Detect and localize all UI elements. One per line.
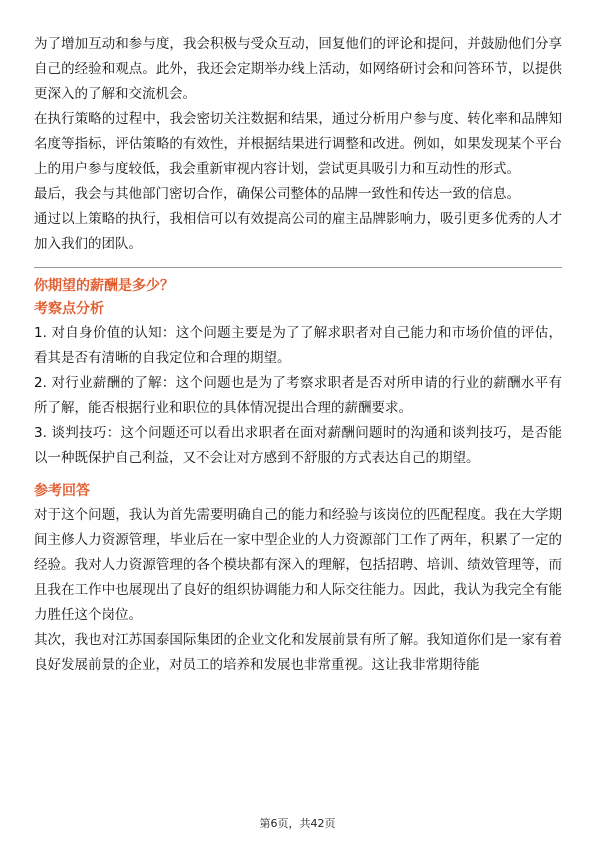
- document-body: [34, 32, 562, 678]
- intro-paragraph: 最后，我会与其他部门密切合作，确保公司整体的品牌一致性和传达一致的信息。: [34, 186, 520, 202]
- intro-paragraph: 在执行策略的过程中，我会密切关注数据和结果，通过分析用户参与度、转化率和品牌知名度等指标，评估策略的有效性，并根据结果进行调整和改进。例如，如果发现某个平台上的用户参与度较低，我会重新审视内容计划，尝试更具吸引力和互动性的形式。: [34, 111, 562, 177]
- answer-paragraph: 对于这个问题，我认为首先需要明确自己的能力和经验与该岗位的匹配程度。我在大学期间主修人力资源管理，毕业后在一家中型企业的人力资源部门工作了两年，积累了一定的经验。我对人力资源管理的各个模块都有深入的理解，包括招聘、培训、绩效管理等，而且我在工作中也展现出了良好的组织协调能力和人际交往能力。因此，我认为我完全有能力胜任这个岗位。: [34, 507, 562, 623]
- analysis-point: 2. 对行业薪酬的了解：这个问题也是为了考察求职者是否对所申请的行业的薪酬水平有所了解，能否根据行业和职位的具体情况提出合理的薪酬要求。: [34, 375, 562, 416]
- page-number: 第6页，共42页: [259, 817, 336, 830]
- question-title: 你期望的薪酬是多少？: [34, 278, 174, 294]
- intro-paragraph: 通过以上策略的执行，我相信可以有效提高公司的雇主品牌影响力，吸引更多优秀的人才加入我们的团队。: [34, 211, 562, 252]
- analysis-heading: 考察点分析: [34, 301, 104, 317]
- analysis-point: 1. 对自身价值的认知：这个问题主要是为了了解求职者对自己能力和市场价值的评估，看其是否有清晰的自我定位和合理的期望。: [34, 325, 562, 366]
- section-divider: [34, 267, 562, 268]
- answer-paragraph: 其次，我也对江苏国泰国际集团的企业文化和发展前景有所了解。我知道你们是一家有着良好发展前景的企业，对员工的培养和发展也非常重视。这让我非常期待能: [34, 632, 562, 673]
- reference-answer-heading: 参考回答: [34, 483, 90, 499]
- analysis-point: 3. 谈判技巧：这个问题还可以看出求职者在面对薪酬问题时的沟通和谈判技巧，是否能以一种既保护自己利益，又不会让对方感到不舒服的方式表达自己的期望。: [34, 425, 562, 466]
- intro-paragraph: 为了增加互动和参与度，我会积极与受众互动，回复他们的评论和提问，并鼓励他们分享自己的经验和观点。此外，我还会定期举办线上活动，如网络研讨会和问答环节，以提供更深入的了解和交流机会。: [34, 36, 562, 102]
